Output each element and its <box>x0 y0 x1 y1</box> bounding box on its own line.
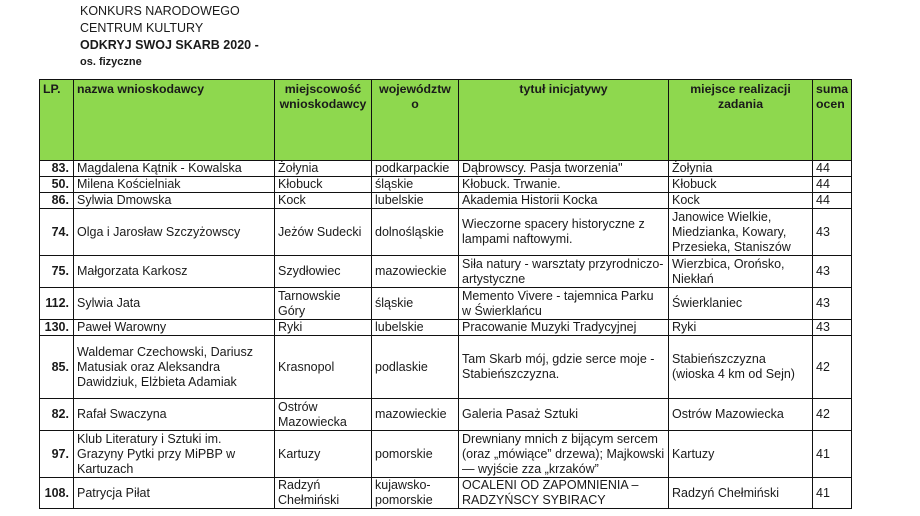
cell-applicant: Patrycja Piłat <box>74 478 275 509</box>
header-line-2: CENTRUM KULTURY <box>80 21 204 35</box>
cell-applicant-city: Żołynia <box>275 161 372 177</box>
cell-lp: 112. <box>40 288 74 320</box>
cell-applicant-city: Kock <box>275 193 372 209</box>
cell-venue: Wierzbica, Orońsko, Niekłań <box>669 256 813 288</box>
cell-venue: Żołynia <box>669 161 813 177</box>
cell-applicant: Sylwia Dmowska <box>74 193 275 209</box>
column-header-applicant-city: miejscowość wnioskodawcy <box>275 80 372 161</box>
cell-venue: Ryki <box>669 320 813 336</box>
cell-score: 43 <box>813 288 852 320</box>
cell-initiative-title: Akademia Historii Kocka <box>459 193 669 209</box>
cell-voivodeship: pomorskie <box>372 431 459 478</box>
cell-applicant: Magdalena Kątnik - Kowalska <box>74 161 275 177</box>
cell-applicant: Milena Kościelniak <box>74 177 275 193</box>
cell-lp: 97. <box>40 431 74 478</box>
cell-applicant-city: Kartuzy <box>275 431 372 478</box>
cell-score: 43 <box>813 256 852 288</box>
cell-lp: 74. <box>40 209 74 256</box>
cell-voivodeship: mazowieckie <box>372 399 459 431</box>
cell-applicant-city: Krasnopol <box>275 336 372 399</box>
cell-applicant-city: Tarnowskie Góry <box>275 288 372 320</box>
cell-applicant: Rafał Swaczyna <box>74 399 275 431</box>
table-row <box>40 177 852 193</box>
cell-voivodeship: lubelskie <box>372 320 459 336</box>
cell-venue: Ostrów Mazowiecka <box>669 399 813 431</box>
cell-lp: 108. <box>40 478 74 509</box>
column-header-lp: LP. <box>40 80 74 161</box>
cell-voivodeship: śląskie <box>372 288 459 320</box>
document-header <box>80 3 259 71</box>
cell-lp: 86. <box>40 193 74 209</box>
cell-venue: Kock <box>669 193 813 209</box>
cell-score: 43 <box>813 209 852 256</box>
cell-venue: Janowice Wielkie, Miedzianka, Kowary, Przesieka, Staniszów <box>669 209 813 256</box>
cell-voivodeship: dolnośląskie <box>372 209 459 256</box>
table-row <box>40 478 852 509</box>
table-header-row <box>40 80 852 161</box>
cell-applicant: Klub Literatury i Sztuki im. Grazyny Pytki przy MiPBP w Kartuzach <box>74 431 275 478</box>
cell-applicant: Małgorzata Karkosz <box>74 256 275 288</box>
cell-initiative-title: Siła natury - warsztaty przyrodniczo-artystyczne <box>459 256 669 288</box>
column-header-voivodeship: województw o <box>372 80 459 161</box>
table-row <box>40 336 852 399</box>
cell-initiative-title: Pracowanie Muzyki Tradycyjnej <box>459 320 669 336</box>
column-header-score: suma ocen <box>813 80 852 161</box>
header-category: os. fizyczne <box>80 56 142 68</box>
cell-initiative-title: Kłobuck. Trwanie. <box>459 177 669 193</box>
cell-lp: 82. <box>40 399 74 431</box>
cell-applicant-city: Ryki <box>275 320 372 336</box>
table-row <box>40 320 852 336</box>
table-row <box>40 209 852 256</box>
cell-lp: 130. <box>40 320 74 336</box>
table-row <box>40 193 852 209</box>
cell-score: 41 <box>813 478 852 509</box>
cell-initiative-title: Wieczorne spacery historyczne z lampami naftowymi. <box>459 209 669 256</box>
cell-score: 42 <box>813 399 852 431</box>
cell-venue: Radzyń Chełmiński <box>669 478 813 509</box>
cell-lp: 75. <box>40 256 74 288</box>
cell-score: 41 <box>813 431 852 478</box>
cell-score: 44 <box>813 161 852 177</box>
cell-venue: Kartuzy <box>669 431 813 478</box>
cell-voivodeship: śląskie <box>372 177 459 193</box>
cell-initiative-title: Drewniany mnich z bijącym sercem (oraz „mówiące” drzewa); Majkowski — wyjście zza „krzaków” <box>459 431 669 478</box>
cell-initiative-title: Memento Vivere - tajemnica Parku w Świerklańcu <box>459 288 669 320</box>
table-row <box>40 256 852 288</box>
table-row <box>40 288 852 320</box>
cell-voivodeship: mazowieckie <box>372 256 459 288</box>
table-row <box>40 431 852 478</box>
cell-score: 42 <box>813 336 852 399</box>
cell-applicant: Sylwia Jata <box>74 288 275 320</box>
cell-score: 44 <box>813 177 852 193</box>
header-line-1: KONKURS NARODOWEGO <box>80 4 240 18</box>
column-header-initiative-title: tytuł inicjatywy <box>459 80 669 161</box>
cell-initiative-title: Tam Skarb mój, gdzie serce moje - Stabieńszczyzna. <box>459 336 669 399</box>
cell-score: 43 <box>813 320 852 336</box>
cell-voivodeship: podlaskie <box>372 336 459 399</box>
table-row <box>40 399 852 431</box>
cell-venue: Kłobuck <box>669 177 813 193</box>
cell-applicant-city: Radzyń Chełmiński <box>275 478 372 509</box>
results-table <box>39 79 852 509</box>
cell-score: 44 <box>813 193 852 209</box>
cell-applicant: Paweł Warowny <box>74 320 275 336</box>
cell-applicant: Waldemar Czechowski, Dariusz Matusiak oraz Aleksandra Dawidziuk, Elżbieta Adamiak <box>74 336 275 399</box>
cell-voivodeship: kujawsko-pomorskie <box>372 478 459 509</box>
column-header-applicant: nazwa wnioskodawcy <box>74 80 275 161</box>
column-header-venue: miejsce realizacji zadania <box>669 80 813 161</box>
cell-initiative-title: Galeria Pasaż Sztuki <box>459 399 669 431</box>
cell-initiative-title: OCALENI OD ZAPOMNIENIA – RADZYŃSCY SYBIRACY <box>459 478 669 509</box>
cell-applicant: Olga i Jarosław Szczyżowscy <box>74 209 275 256</box>
header-contest-title: ODKRYJ SWOJ SKARB 2020 - <box>80 38 259 52</box>
cell-voivodeship: podkarpackie <box>372 161 459 177</box>
cell-lp: 50. <box>40 177 74 193</box>
table-row <box>40 161 852 177</box>
cell-voivodeship: lubelskie <box>372 193 459 209</box>
cell-applicant-city: Ostrów Mazowiecka <box>275 399 372 431</box>
cell-applicant-city: Szydłowiec <box>275 256 372 288</box>
cell-applicant-city: Jeżów Sudecki <box>275 209 372 256</box>
cell-venue: Świerklaniec <box>669 288 813 320</box>
cell-lp: 83. <box>40 161 74 177</box>
cell-applicant-city: Kłobuck <box>275 177 372 193</box>
cell-initiative-title: Dąbrowscy. Pasja tworzenia" <box>459 161 669 177</box>
cell-lp: 85. <box>40 336 74 399</box>
cell-venue: Stabieńszczyzna (wioska 4 km od Sejn) <box>669 336 813 399</box>
